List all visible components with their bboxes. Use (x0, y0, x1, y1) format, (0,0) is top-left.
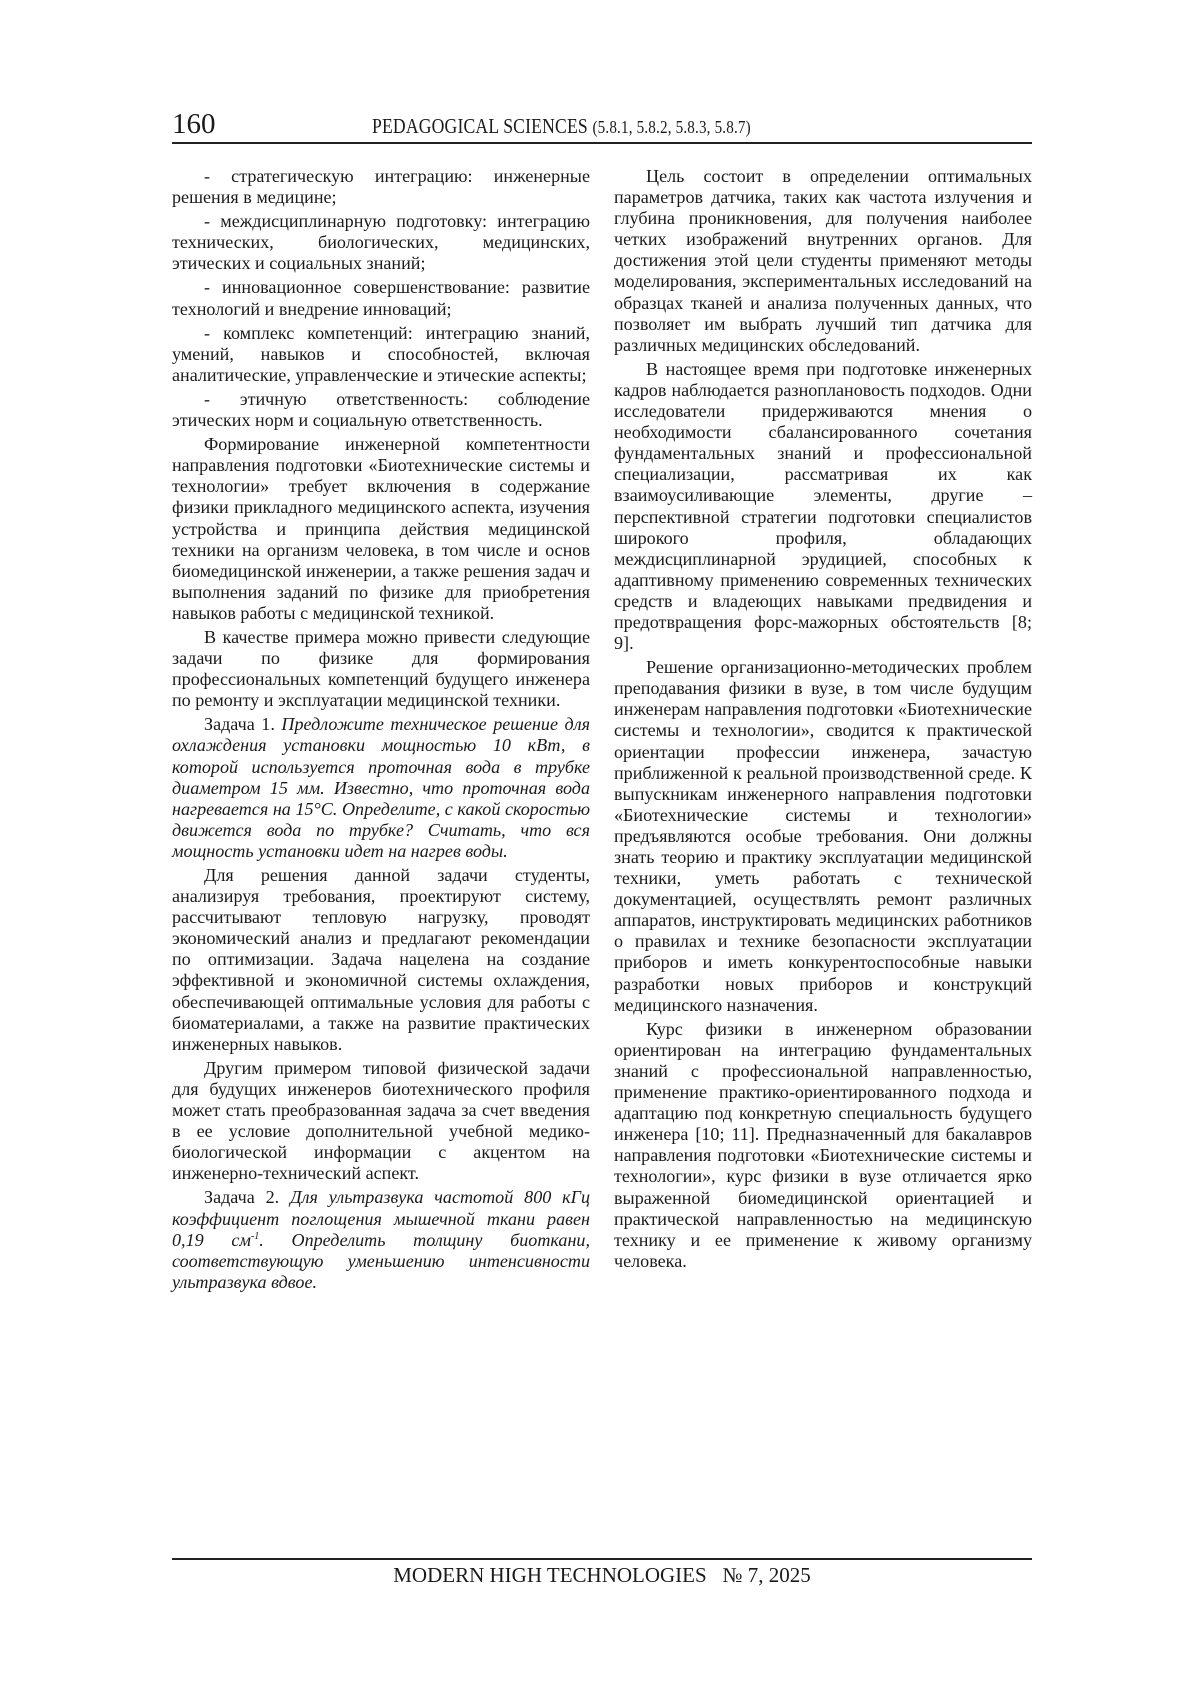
footer-journal-name: MODERN HIGH TECHNOLOGIES (393, 1563, 707, 1587)
paragraph: Другим примером типовой физической задачи для будущих инженеров биотехнического профиля может стать преобразованная задача за счет введения в ее условие дополнительной учебной медико-биологической информации с акцентом на инженерно-технический аспект. (172, 1057, 590, 1184)
task-2-label: Задача 2. (204, 1187, 291, 1208)
running-title (372, 112, 751, 141)
paragraph: Для решения данной задачи студенты, анализируя требования, проектируют систему, рассчитывают тепловую нагрузку, проводят экономический анализ и предлагают рекомендации по оптимизации. Задача нацелена на создание эффективной и экономичной системы охлаждения, обеспечивающей оптимальные условия для работы с биоматериалами, а также на развитие практических инженерных навыков. (172, 865, 590, 1054)
task-1 (172, 714, 590, 862)
paragraph: Цель состоит в определении оптимальных параметров датчика, таких как частота излучения и глубина проникновения, для получения наиболее четких изображений внутренних органов. Для достижения этой цели студенты применяют методы моделирования, экспериментальных исследований на образцах тканей и анализа полученных данных, что позволяет им выбрать лучший тип датчика для различных медицинских обследований. (614, 166, 1032, 355)
task-2 (172, 1187, 590, 1292)
list-item: - стратегическую интеграцию: инженерные решения в медицине; (172, 166, 590, 208)
journal-section: PEDAGOGICAL SCIENCES (372, 114, 588, 138)
page-header (172, 106, 1032, 146)
task-1-text: Предложите техническое решение для охлаждения установки мощностью 10 кВт, в которой используется проточная вода в трубке диаметром 15 мм. Известно, что проточная вода нагревается на 15°C. Определите, с какой скоростью движется вода по трубке? Считать, что вся мощность установки идет на нагрев воды. (172, 714, 590, 861)
list-item: - комплекс компетенций: интеграцию знаний, умений, навыков и способностей, включая аналитические, управленческие и этические аспекты; (172, 322, 590, 385)
task-2-text-part-a: Для ультразвука частотой 800 кГц коэффициент поглощения мышечной ткани равен 0,19 см (172, 1187, 590, 1250)
task-1-label: Задача 1. (204, 714, 282, 735)
header-rule (172, 142, 1032, 144)
paragraph: В качестве примера можно привести следующие задачи по физике для формирования профессиональных компетенций будущего инженера по ремонту и эксплуатации медицинской техники. (172, 626, 590, 711)
left-column (172, 166, 590, 1296)
list-item: - междисциплинарную подготовку: интеграцию технических, биологических, медицинских, этических и социальных знаний; (172, 211, 590, 274)
specialty-codes: (5.8.1, 5.8.2, 5.8.3, 5.8.7) (592, 117, 751, 137)
footer-issue: № 7, 2025 (722, 1563, 811, 1587)
paragraph: Решение организационно-методических проблем преподавания физики в вузе, в том числе будущим инженерам направления подготовки «Биотехнические системы и технологии», сводится к практической ориентации профессии инженера, зачастую приближенной к реальной производственной среде. К выпускникам инженерного направления подготовки «Биотехнические системы и технологии» предъявляются особые требования. Они должны знать теорию и практику эксплуатации медицинской техники, уметь работать с технической документацией, осуществлять ремонт различных аппаратов, инструктировать медицинских работников о правилах и технике безопасности эксплуатации приборов и иметь конкурентоспособные навыки разработки новых приборов и конструкций медицинского назначения. (614, 657, 1032, 1015)
task-2-superscript: -1 (250, 1230, 260, 1242)
list-item: - этичную ответственность: соблюдение этических норм и социальную ответственность. (172, 388, 590, 431)
paragraph: В настоящее время при подготовке инженерных кадров наблюдается разноплановость подходов. Одни исследователи придерживаются мнения о необходимости сбалансированного сочетания фундаментальных знаний и профессиональной специализации, рассматривая их как взаимоусиливающие элементы, другие – перспективной стратегии подготовки специалистов широкого профиля, обладающих междисциплинарной эрудицией, способных к адаптивному применению современных технических средств и владеющих навыками предвидения и предотвращения форс-мажорных обстоятельств [8; 9]. (614, 358, 1032, 654)
paragraph: Формирование инженерной компетентности направления подготовки «Биотехнические системы и технологии» требует включения в содержание физики прикладного медицинского аспекта, изучения устройства и принципа действия медицинской техники на организм человека, в том числе и основ биомедицинской инженерии, а также решения задач и выполнения заданий по физике для приобретения навыков работы с медицинской техникой. (172, 434, 590, 623)
page-number: 160 (172, 108, 216, 140)
task-2-text-part-b: . Определить толщину биоткани, соответствующую уменьшению интенсивности ультразвука вдвое. (172, 1229, 590, 1292)
page-footer (172, 1560, 1032, 1590)
list-item: - инновационное совершенствование: развитие технологий и внедрение инноваций; (172, 277, 590, 319)
right-column (614, 166, 1032, 1275)
paragraph: Курс физики в инженерном образовании ориентирован на интеграцию фундаментальных знаний с профессиональной направленностью, применение практико-ориентированного подхода и адаптацию под конкретную специальность будущего инженера [10; 11]. Предназначенный для бакалавров направления подготовки «Биотехнические системы и технологии», курс физики в вузе отличается ярко выраженной биомедицинской ориентацией и практической направленностью на медицинскую технику и ее применение к живому организму человека. (614, 1018, 1032, 1271)
